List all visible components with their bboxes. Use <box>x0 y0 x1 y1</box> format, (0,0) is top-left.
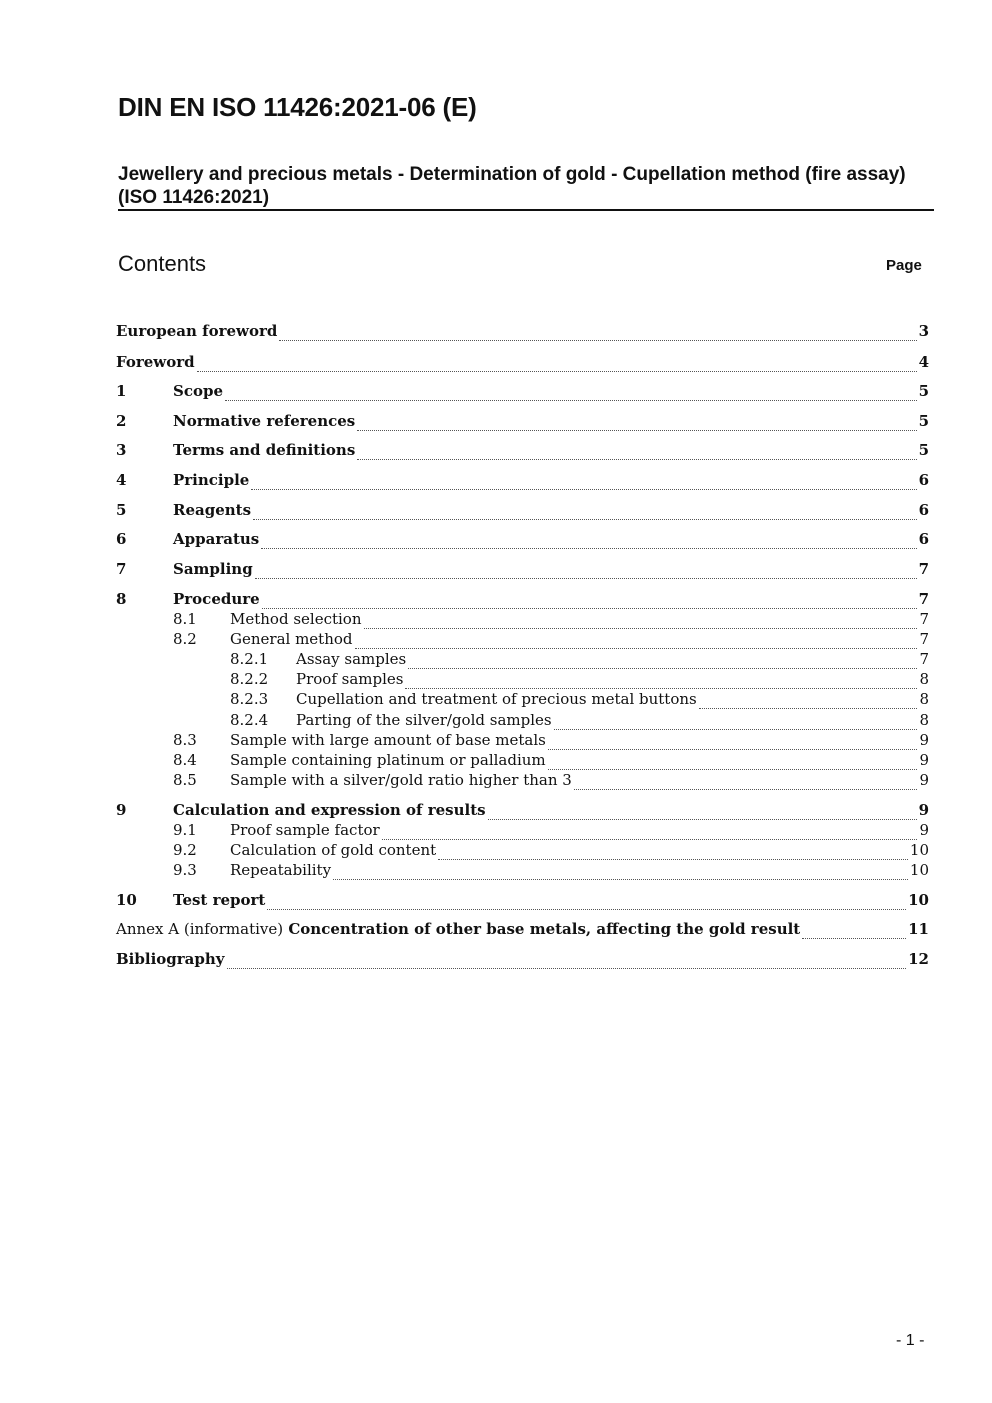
toc-page: 10 <box>909 861 929 879</box>
dot-leader <box>333 874 908 880</box>
toc-entry-gold-content[interactable] <box>116 840 929 860</box>
toc-page: 7 <box>919 650 929 668</box>
toc-label: Assay samples <box>296 650 407 668</box>
toc-number: 8.2.3 <box>230 690 269 708</box>
toc-number: 2 <box>116 412 127 430</box>
toc-number: 3 <box>116 441 127 459</box>
toc-entry-sampling[interactable] <box>116 559 929 579</box>
toc-number: 9.2 <box>173 841 197 859</box>
toc-entry-calculation[interactable] <box>116 800 929 820</box>
toc-label: Annex A (informative) Concentration of other base metals, affecting the gold result <box>116 920 801 938</box>
toc-label: Procedure <box>173 590 260 608</box>
toc-page: 6 <box>918 471 929 489</box>
toc-label: Repeatability <box>230 861 332 879</box>
toc-entry-annex-a[interactable] <box>116 919 929 939</box>
toc-page: 9 <box>919 751 929 769</box>
toc-page: 9 <box>919 821 929 839</box>
toc-entry-general-method[interactable] <box>116 629 929 649</box>
toc-entry-terms-and-definitions[interactable] <box>116 440 929 460</box>
toc-page: 8 <box>919 670 929 688</box>
toc-page: 8 <box>919 690 929 708</box>
toc-number: 5 <box>116 501 127 519</box>
toc-label: Method selection <box>230 610 362 628</box>
toc-page: 4 <box>918 353 929 371</box>
toc-label: Scope <box>173 382 224 400</box>
toc-label: Proof sample factor <box>230 821 380 839</box>
toc-number: 8.5 <box>173 771 197 789</box>
page-number: - 1 - <box>896 1332 925 1349</box>
dot-leader <box>357 425 916 431</box>
toc-label: Sample with large amount of base metals <box>230 731 546 749</box>
toc-entry-normative-references[interactable] <box>116 411 929 431</box>
dot-leader <box>802 933 906 939</box>
toc-page: 9 <box>919 731 929 749</box>
dot-leader <box>255 573 917 579</box>
toc-label: Cupellation and treatment of precious metal buttons <box>296 690 697 708</box>
dot-leader <box>227 963 907 969</box>
toc-entry-proof-sample-factor[interactable] <box>116 820 929 840</box>
toc-entry-procedure[interactable] <box>116 589 929 609</box>
toc-label: Calculation of gold content <box>230 841 437 859</box>
toc-number: 8.2.4 <box>230 711 269 729</box>
toc-label: Bibliography <box>116 950 225 968</box>
toc-number: 8.4 <box>173 751 197 769</box>
toc-number: 9.3 <box>173 861 197 879</box>
toc-page: 5 <box>918 441 929 459</box>
toc-page: 5 <box>918 412 929 430</box>
toc-page: 9 <box>918 801 929 819</box>
toc-page: 11 <box>908 920 929 938</box>
document-title: Jewellery and precious metals - Determination of gold - Cupellation method (fire assay) (ISO 11426:2021) <box>118 164 906 208</box>
toc-entry-foreword[interactable] <box>116 352 929 372</box>
toc-entry-cupellation[interactable] <box>116 689 929 709</box>
toc-page: 3 <box>918 322 929 340</box>
toc-entry-principle[interactable] <box>116 470 929 490</box>
toc-label: Test report <box>173 891 266 909</box>
toc-number: 4 <box>116 471 127 489</box>
toc-page: 12 <box>908 950 929 968</box>
toc-number: 8.2.1 <box>230 650 269 668</box>
toc-entry-apparatus[interactable] <box>116 529 929 549</box>
toc-label: Terms and definitions <box>173 441 356 459</box>
toc-label: Sample with a silver/gold ratio higher than 3 <box>230 771 572 789</box>
toc-entry-assay-samples[interactable] <box>116 649 929 669</box>
toc-label: Normative references <box>173 412 356 430</box>
toc-page: 7 <box>918 560 929 578</box>
toc-number: 10 <box>116 891 137 909</box>
toc-label: Sample containing platinum or palladium <box>230 751 546 769</box>
toc-page: 6 <box>918 501 929 519</box>
toc-number: 8 <box>116 590 127 608</box>
toc-number: 6 <box>116 530 127 548</box>
toc-number: 1 <box>116 382 127 400</box>
toc-label: Apparatus <box>173 530 260 548</box>
toc-entry-european-foreword[interactable] <box>116 321 929 341</box>
toc-label: Parting of the silver/gold samples <box>296 711 552 729</box>
toc-entry-platinum-palladium[interactable] <box>116 750 929 770</box>
toc-label: Proof samples <box>296 670 404 688</box>
toc-entry-proof-samples[interactable] <box>116 669 929 689</box>
dot-leader <box>253 514 917 520</box>
toc-page: 5 <box>918 382 929 400</box>
dot-leader <box>225 395 917 401</box>
toc-page: 7 <box>919 630 929 648</box>
toc-entry-method-selection[interactable] <box>116 609 929 629</box>
toc-entry-parting[interactable] <box>116 710 929 730</box>
dot-leader <box>261 543 916 549</box>
toc-number: 8.1 <box>173 610 197 628</box>
toc-entry-large-base-metals[interactable] <box>116 730 929 750</box>
toc-page: 10 <box>909 841 929 859</box>
dot-leader <box>699 703 918 709</box>
toc-page: 6 <box>918 530 929 548</box>
toc-entry-scope[interactable] <box>116 381 929 401</box>
toc-page: 10 <box>908 891 929 909</box>
toc-number: 8.2 <box>173 630 197 648</box>
toc-number: 9 <box>116 801 127 819</box>
toc-page: 7 <box>919 610 929 628</box>
toc-page: 9 <box>919 771 929 789</box>
toc-page: 7 <box>918 590 929 608</box>
toc-label: Sampling <box>173 560 253 578</box>
toc-entry-silver-gold-ratio[interactable] <box>116 770 929 790</box>
toc-number: 8.2.2 <box>230 670 269 688</box>
toc-label: Calculation and expression of results <box>173 801 486 819</box>
toc-label: European foreword <box>116 322 278 340</box>
toc-number: 8.3 <box>173 731 197 749</box>
toc-page: 8 <box>919 711 929 729</box>
toc-entry-bibliography[interactable] <box>116 949 929 969</box>
toc-entry-test-report[interactable] <box>116 890 929 910</box>
dot-leader <box>574 784 918 790</box>
dot-leader <box>279 335 916 341</box>
dot-leader <box>197 366 917 372</box>
contents-heading: Contents <box>118 251 207 276</box>
toc-label: Foreword <box>116 353 195 371</box>
page-column-heading: Page <box>886 257 922 274</box>
document-id: DIN EN ISO 11426:2021-06 (E) <box>118 92 477 122</box>
toc-label: Reagents <box>173 501 252 519</box>
toc-number: 9.1 <box>173 821 197 839</box>
toc-label: Principle <box>173 471 250 489</box>
dot-leader <box>267 904 906 910</box>
dot-leader <box>251 484 916 490</box>
dot-leader <box>357 454 916 460</box>
toc-entry-repeatability[interactable] <box>116 860 929 880</box>
toc-number: 7 <box>116 560 127 578</box>
toc-label: General method <box>230 630 353 648</box>
toc-entry-reagents[interactable] <box>116 500 929 520</box>
